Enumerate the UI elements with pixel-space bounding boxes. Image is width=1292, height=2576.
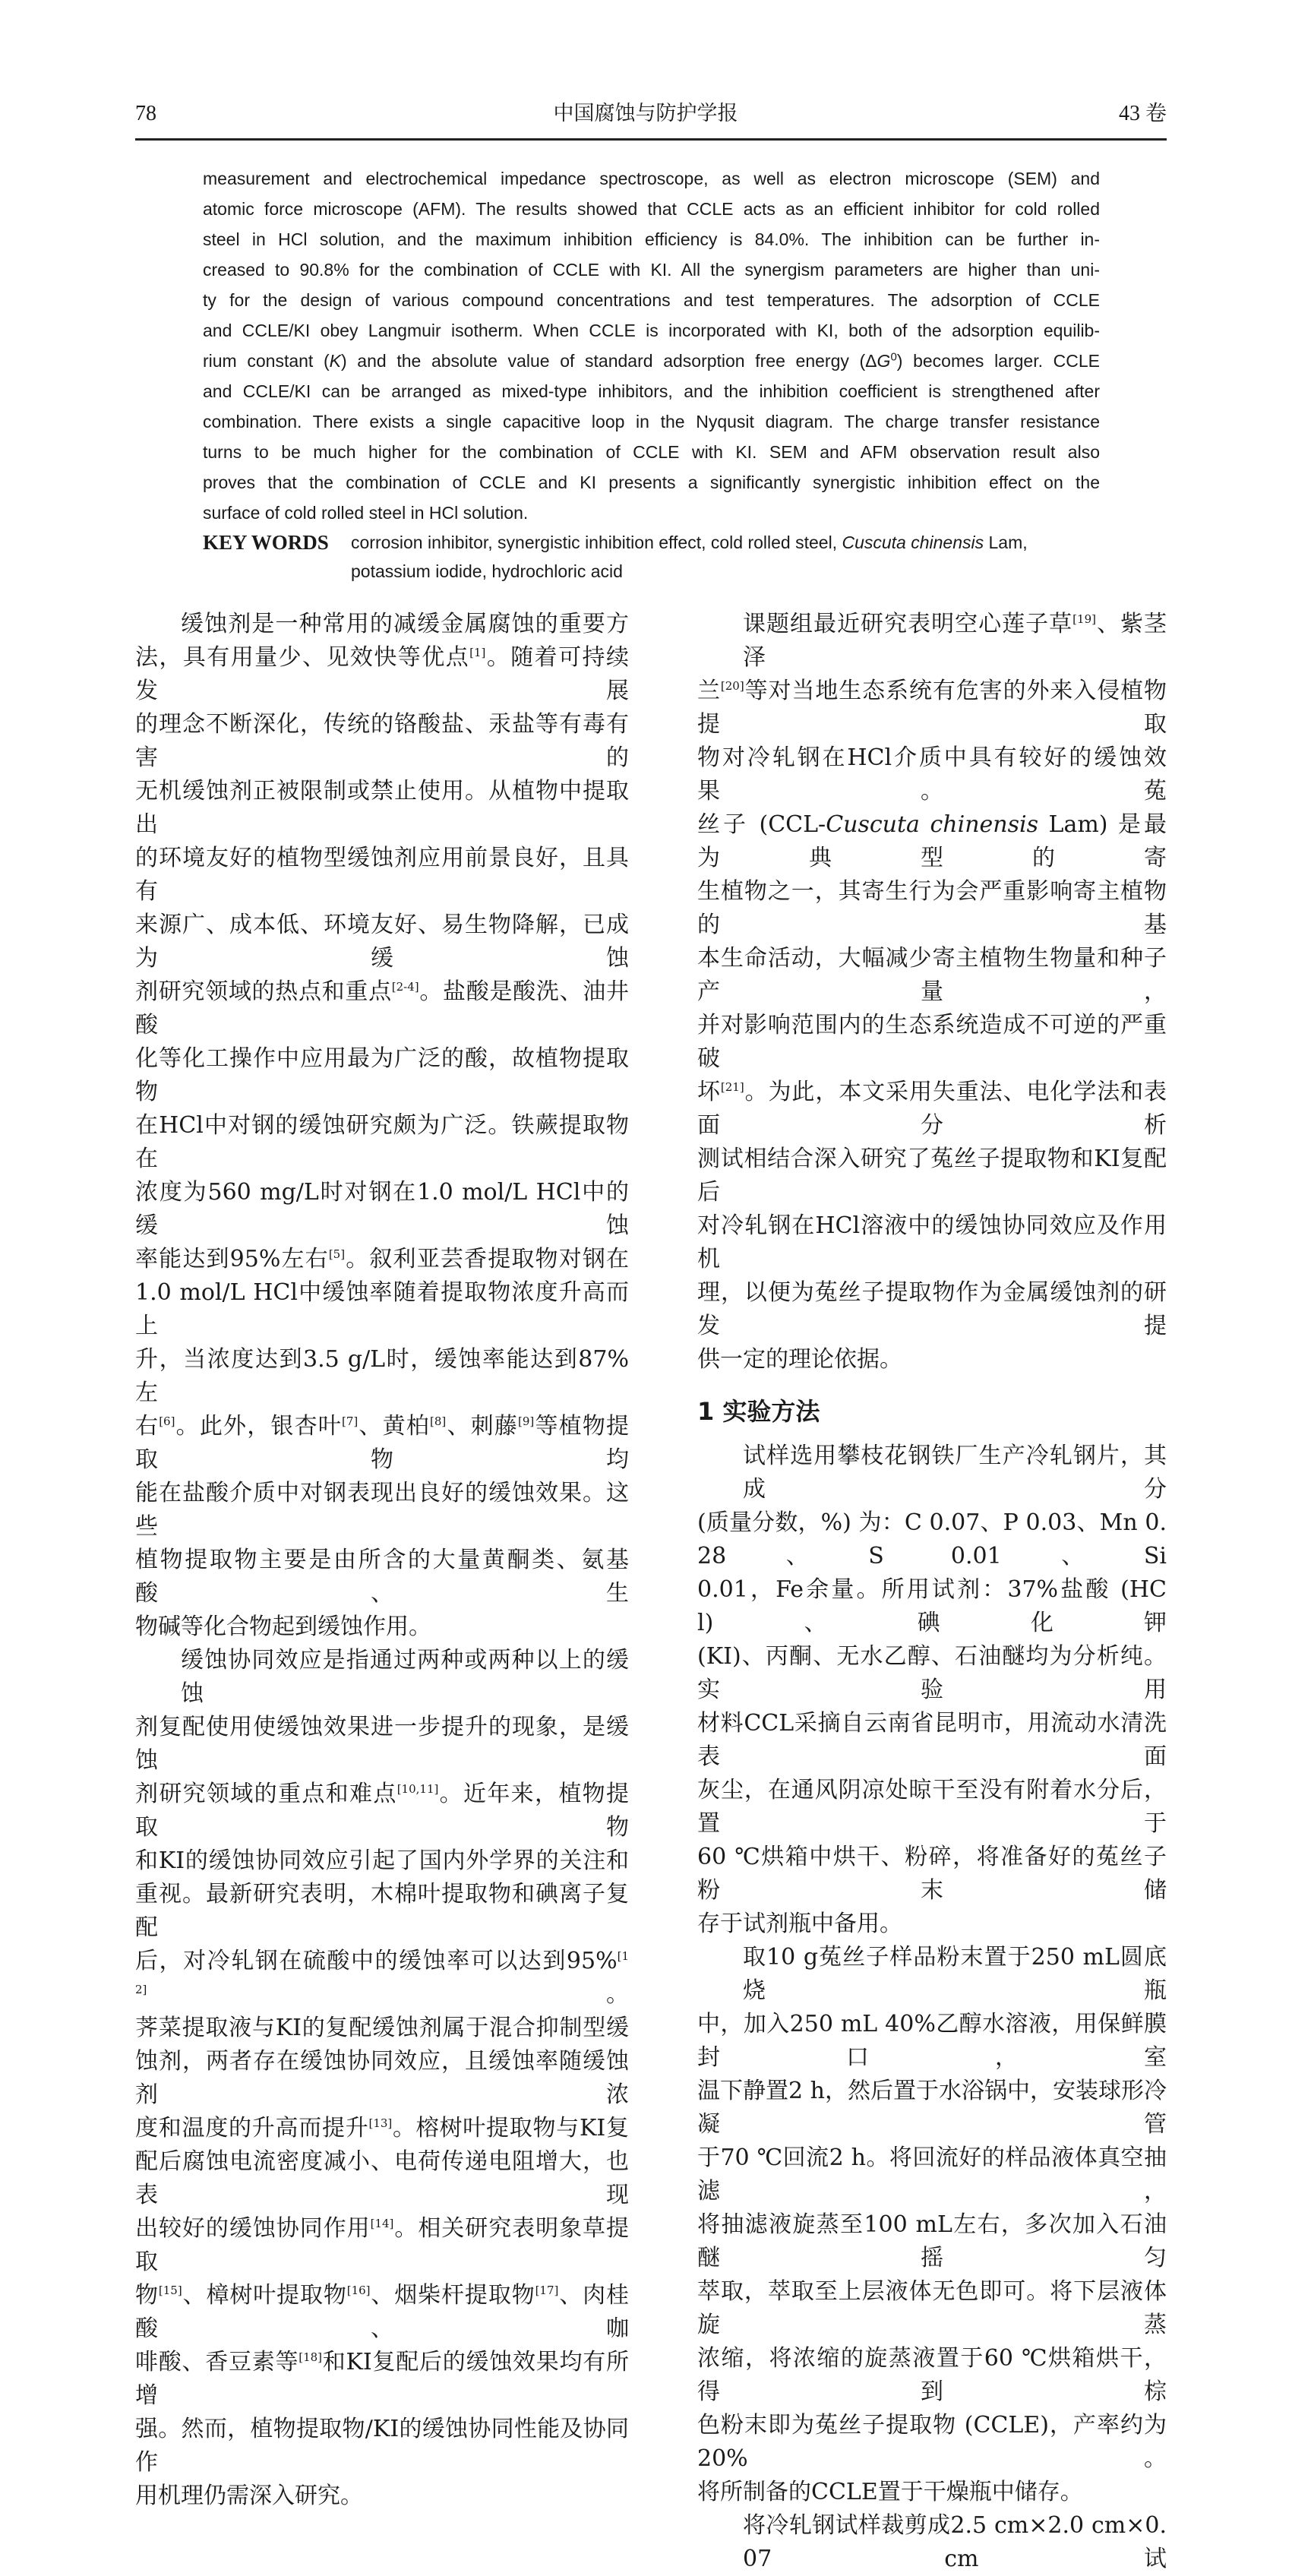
text-run: 。盐酸是酸洗、油井酸	[135, 978, 630, 1038]
text-run: 中，加入250 mL 40%乙醇水溶液，用保鲜膜封口，室	[697, 2011, 1167, 2071]
citation: [14]	[370, 2217, 394, 2230]
text-run: Lam) 是最为典型的寄	[697, 811, 1167, 871]
text-run: 、樟树叶提取物	[182, 2282, 347, 2309]
text-run: 课题组最近研究表明空心莲子草	[743, 611, 1073, 637]
citation: [12]	[135, 1949, 629, 1996]
text-line	[135, 2045, 629, 2112]
text-run: 1.0 mol/L HCl中缓蚀率随着提取物浓度升高而上	[135, 1279, 629, 1339]
text-line	[135, 1042, 629, 1109]
text-line	[697, 1707, 1167, 1774]
text-run: 物	[135, 2282, 159, 2309]
text-line	[135, 1176, 629, 1243]
text-line	[697, 2008, 1167, 2075]
text-run: surface of cold rolled steel in HCl solution.	[203, 503, 529, 523]
text-run: (质量分数，%) 为：C 0.07、P 0.03、Mn 0.28、S 0.01、Si	[697, 1509, 1167, 1569]
text-line	[697, 1506, 1167, 1573]
text-line	[697, 2141, 1167, 2208]
text-line	[135, 775, 629, 842]
text-line	[135, 2012, 629, 2045]
text-run: 0.01，Fe余量。所用试剂：37%盐酸 (HCl)、碘化钾	[697, 1576, 1167, 1636]
text-run: steel in HCl solution, and the maximum inhibition efficiency is 84.0%. The inhibition can be further in-	[203, 229, 1100, 249]
left-column	[135, 608, 629, 2513]
text-line	[135, 1477, 629, 1544]
text-run: 、烟柴杆提取物	[370, 2282, 535, 2309]
italic-term: Cuscuta chinensis	[826, 811, 1038, 838]
text-run: 、肉桂酸、咖	[135, 2282, 630, 2342]
text-run: 物对冷轧钢在HCl介质中具有较好的缓蚀效果。菟	[697, 744, 1167, 804]
text-run: measurement and electrochemical impedance spectroscope, as well as electron microscope (SEM) and	[203, 169, 1100, 188]
text-run: 啡酸、香豆素等	[135, 2349, 299, 2375]
citation: [1]	[469, 646, 486, 659]
intro-paragraph	[697, 608, 1167, 1377]
keywords-line	[351, 528, 1095, 557]
text-run: 本生命活动，大幅减少寄主植物生物量和种子产量，	[697, 945, 1167, 1005]
keywords-text	[351, 528, 1095, 586]
text-run: 出较好的缓蚀协同作用	[135, 2215, 371, 2242]
abstract	[203, 163, 1100, 528]
text-run: 。近年来，植物提取物	[135, 1781, 630, 1841]
text-run: 生植物之一，其寄生行为会严重影响寄主植物的基	[697, 878, 1167, 938]
citation: [5]	[328, 1247, 346, 1261]
text-line	[135, 1243, 629, 1276]
text-run: 在HCl中对钢的缓蚀研究颇为广泛。铁蕨提取物在	[135, 1112, 629, 1172]
text-run: 测试相结合深入研究了菟丝子提取物和KI复配后	[697, 1146, 1167, 1206]
italic-term: Cuscuta chinensis	[842, 533, 984, 552]
paragraph	[697, 1440, 1167, 1941]
citation: [13]	[368, 2116, 393, 2130]
text-line	[203, 498, 1100, 528]
text-run: 化等化工操作中应用最为广泛的酸，故植物提取物	[135, 1045, 629, 1105]
text-line	[135, 1778, 629, 1844]
text-line	[135, 2413, 629, 2480]
citation: [7]	[341, 1414, 359, 1428]
text-line	[697, 1941, 1167, 2008]
text-line	[203, 285, 1100, 315]
text-line	[135, 1109, 629, 1176]
text-run: 等对当地生态系统有危害的外来入侵植物提取	[697, 678, 1167, 738]
paragraph	[697, 608, 1167, 1377]
text-line	[203, 254, 1100, 285]
text-run: 坏	[697, 1079, 721, 1105]
text-run: (KI)、丙酮、无水乙醇、石油醚均为分析纯。实验用	[697, 1643, 1167, 1703]
text-run: 来源广、成本低、环境友好、易生物降解，已成为缓蚀	[135, 912, 629, 972]
text-run: combination. There exists a single capacitive loop in the Nyqusit diagram. The charge transfer resistance	[203, 412, 1100, 431]
text-line	[135, 1410, 629, 1477]
citation: [2-4]	[391, 980, 419, 994]
text-line	[697, 741, 1167, 808]
text-run: 。相关研究表明象草提取	[135, 2215, 630, 2275]
text-line	[697, 1009, 1167, 1076]
text-line	[697, 2476, 1167, 2509]
text-run: 的理念不断深化，传统的铬酸盐、汞盐等有毒有害的	[135, 711, 629, 771]
citation: [15]	[158, 2284, 182, 2297]
text-run: 右	[135, 1413, 160, 1440]
text-line	[203, 224, 1100, 254]
italic-term: G	[877, 351, 891, 371]
text-line	[697, 2342, 1167, 2409]
text-line	[697, 1841, 1167, 1908]
text-line	[135, 1343, 629, 1410]
text-run: 理，以便为菟丝子提取物作为金属缓蚀剂的研发提	[697, 1279, 1167, 1339]
text-line	[135, 2145, 629, 2212]
text-line	[697, 608, 1167, 675]
text-run: 于70 ℃回流2 h。将回流好的样品液体真空抽滤，	[697, 2145, 1167, 2205]
text-run: 浓度为560 mg/L时对钢在1.0 mol/L HCl中的缓蚀	[135, 1179, 629, 1239]
text-run: 缓蚀协同效应是指通过两种或两种以上的缓蚀	[181, 1647, 629, 1707]
text-line	[135, 1644, 629, 1711]
text-run: 无机缓蚀剂正被限制或禁止使用。从植物中提取出	[135, 778, 629, 838]
text-line	[697, 1343, 1167, 1377]
text-run: 剂研究领域的重点和难点	[135, 1781, 397, 1807]
text-run: 。此外，银杏叶	[175, 1413, 342, 1440]
text-run: 蚀剂，两者存在缓蚀协同效应，且缓蚀率随缓蚀剂浓	[135, 2048, 629, 2108]
text-run: and CCLE/KI obey Langmuir isotherm. When CCLE is incorporated with KI, both of the adsorption equilib-	[203, 321, 1100, 340]
text-line	[697, 1908, 1167, 1941]
text-line	[697, 2275, 1167, 2342]
citation: [17]	[535, 2284, 559, 2297]
text-run: 兰	[697, 678, 721, 704]
text-run: 能在盐酸介质中对钢表现出良好的缓蚀效果。这些	[135, 1480, 629, 1540]
text-run: 。叙利亚芸香提取物对钢在	[345, 1246, 629, 1272]
text-run: 、紫茎泽	[743, 611, 1167, 671]
header-rule	[135, 138, 1167, 141]
text-line	[135, 1844, 629, 1878]
text-line	[135, 1711, 629, 1778]
text-run: atomic force microscope (AFM). The results showed that CCLE acts as an efficient inhibitor for cold rolled	[203, 199, 1100, 219]
text-line	[135, 1544, 629, 1610]
citation: [9]	[518, 1414, 535, 1428]
keywords-line	[351, 557, 1095, 586]
text-run: potassium iodide, hydrochloric acid	[351, 561, 623, 581]
text-line	[697, 2075, 1167, 2141]
citation: [20]	[720, 679, 744, 693]
text-run: 。随着可持续发展	[135, 644, 629, 704]
text-line	[697, 675, 1167, 741]
text-run: 色粉末即为菟丝子提取物 (CCLE)，产率约为20%。	[697, 2412, 1167, 2472]
paragraph	[135, 608, 629, 1644]
citation: [8]	[430, 1414, 447, 1428]
methods-body	[697, 1440, 1167, 2576]
text-line	[135, 708, 629, 775]
text-run: 、刺藤	[446, 1413, 519, 1440]
text-run: 并对影响范围内的生态系统造成不可逆的严重破	[697, 1012, 1167, 1072]
text-line	[697, 2409, 1167, 2476]
text-line	[135, 842, 629, 909]
text-run: 荠菜提取液与KI的复配缓蚀剂属于混合抑制型缓	[135, 2015, 629, 2041]
text-run: 温下静置2 h，然后置于水浴锅中，安装球形冷凝管	[697, 2078, 1167, 2138]
text-run: 、黄柏	[358, 1413, 430, 1440]
page-number: 78	[135, 102, 156, 125]
citation: 0	[890, 350, 897, 364]
text-line	[203, 406, 1100, 437]
citation: [21]	[720, 1080, 744, 1094]
text-line	[203, 163, 1100, 194]
text-line	[697, 1209, 1167, 1276]
text-line	[203, 346, 1100, 376]
text-run: 60 ℃烘箱中烘干、粉碎，将准备好的菟丝子粉末储	[697, 1844, 1167, 1904]
paragraph	[697, 1941, 1167, 2509]
text-run: 对冷轧钢在HCl溶液中的缓蚀协同效应及作用机	[697, 1212, 1167, 1272]
text-line	[697, 875, 1167, 942]
text-run: 剂复配使用使缓蚀效果进一步提升的现象，是缓蚀	[135, 1714, 629, 1774]
text-run: proves that the combination of CCLE and KI presents a significantly synergistic inhibition effect on the	[203, 473, 1100, 492]
text-line	[697, 1774, 1167, 1841]
text-run: corrosion inhibitor, synergistic inhibition effect, cold rolled steel,	[351, 533, 842, 552]
text-run: 灰尘，在通风阴凉处晾干至没有附着水分后，置于	[697, 1777, 1167, 1837]
text-run: 等植物提取物均	[135, 1413, 630, 1473]
text-run: 萃取，萃取至上层液体无色即可。将下层液体旋蒸	[697, 2278, 1167, 2338]
text-run: 材料CCL采摘自云南省昆明市，用流动水清洗表面	[697, 1710, 1167, 1770]
citation: [10,11]	[396, 1782, 439, 1796]
text-line	[135, 975, 629, 1042]
text-run: Lam,	[984, 533, 1028, 552]
text-run: 度和温度的升高而提升	[135, 2115, 369, 2141]
text-line	[697, 1076, 1167, 1143]
text-run: 后，对冷轧钢在硫酸中的缓蚀率可以达到95%	[135, 1948, 618, 1974]
text-run: 试样选用攀枝花钢铁厂生产冷轧钢片，其成分	[743, 1443, 1167, 1503]
text-line	[697, 942, 1167, 1009]
text-run: 植物提取物主要是由所含的大量黄酮类、氨基酸、生	[135, 1547, 629, 1607]
text-line	[697, 1573, 1167, 1640]
text-line	[697, 1143, 1167, 1209]
text-line	[203, 315, 1100, 346]
text-run: 和KI复配后的缓蚀效果均有所增	[135, 2349, 630, 2409]
text-line	[697, 808, 1167, 875]
text-run: rium constant (	[203, 351, 330, 371]
text-run: creased to 90.8% for the combination of CCLE with KI. All the synergism parameters are higher than uni-	[203, 260, 1100, 280]
citation: [6]	[159, 1414, 175, 1428]
text-run: 浓缩，将浓缩的旋蒸液置于60 ℃烘箱烘干，得到棕	[697, 2345, 1167, 2405]
text-line	[135, 1878, 629, 1945]
right-column	[697, 608, 1167, 2576]
paragraph	[135, 1644, 629, 2513]
text-line	[203, 194, 1100, 224]
text-run: ) becomes larger. CCLE	[896, 351, 1100, 371]
text-run: turns to be much higher for the combination of CCLE with KI. SEM and AFM observation result also	[203, 442, 1100, 462]
text-run: 强。然而，植物提取物/KI的缓蚀协同性能及协同作	[135, 2416, 629, 2476]
text-run: 配后腐蚀电流密度减小、电荷传递电阻增大，也表现	[135, 2148, 629, 2208]
text-line	[135, 2279, 629, 2346]
text-run: 将抽滤液旋蒸至100 mL左右，多次加入石油醚摇匀	[697, 2211, 1167, 2271]
text-line	[697, 1276, 1167, 1343]
text-line	[697, 1640, 1167, 1707]
text-run: 法，具有用量少、见效快等优点	[135, 644, 470, 671]
paragraph	[697, 2509, 1167, 2576]
citation: [18]	[299, 2350, 323, 2364]
keywords-label: KEY WORDS	[203, 531, 329, 554]
text-line	[203, 376, 1100, 406]
text-line	[135, 1276, 629, 1343]
text-run: 的环境友好的植物型缓蚀剂应用前景良好，且具有	[135, 845, 629, 905]
text-run: 重视。最新研究表明，木棉叶提取物和碘离子复配	[135, 1881, 629, 1941]
text-line	[135, 2212, 629, 2279]
text-line	[135, 641, 629, 708]
text-run: 率能达到95%左右	[135, 1246, 329, 1272]
text-run: 剂研究领域的热点和重点	[135, 978, 392, 1005]
text-line	[135, 2480, 629, 2513]
text-line	[135, 1945, 629, 2012]
text-line	[203, 437, 1100, 467]
text-run: 供一定的理论依据。	[697, 1346, 902, 1373]
text-run: 和KI的缓蚀协同效应引起了国内外学界的关注和	[135, 1847, 629, 1874]
text-line	[135, 608, 629, 641]
text-run: ty for the design of various compound concentrations and test temperatures. The adsorption of CCLE	[203, 290, 1100, 310]
text-line	[697, 2509, 1167, 2576]
volume-label: 43 卷	[1118, 102, 1167, 125]
text-run: 存于试剂瓶中备用。	[697, 1911, 902, 1937]
text-line	[135, 1610, 629, 1644]
text-run: 升，当浓度达到3.5 g/L时，缓蚀率能达到87%左	[135, 1346, 629, 1406]
text-run: 缓蚀剂是一种常用的减缓金属腐蚀的重要方	[181, 611, 629, 637]
text-run: 将冷轧钢试样裁剪成2.5 cm×2.0 cm×0.07 cm试	[743, 2512, 1167, 2572]
citation: [16]	[346, 2284, 371, 2297]
text-line	[135, 2112, 629, 2145]
text-line	[135, 909, 629, 975]
text-line	[135, 2346, 629, 2413]
text-run: 用机理仍需深入研究。	[135, 2483, 363, 2509]
citation: [19]	[1072, 612, 1096, 626]
text-run: 物碱等化合物起到缓蚀作用。	[135, 1614, 431, 1640]
text-run: 将所制备的CCLE置于干燥瓶中储存。	[697, 2479, 1083, 2505]
text-run: ) and the absolute value of standard adsorption free energy (Δ	[340, 351, 877, 371]
journal-title: 中国腐蚀与防护学报	[553, 102, 738, 125]
text-run: and CCLE/KI can be arranged as mixed-type inhibitors, and the inhibition coefficient is strengthened after	[203, 381, 1100, 401]
text-line	[697, 2208, 1167, 2275]
text-run: 。	[147, 1981, 629, 2008]
section-heading: 1 实验方法	[697, 1397, 820, 1426]
italic-term: K	[329, 351, 341, 371]
text-run: 。榕树叶提取物与KI复	[392, 2115, 629, 2141]
text-line	[697, 1440, 1167, 1506]
text-run: 。为此，本文采用失重法、电化学法和表面分析	[697, 1079, 1167, 1139]
text-line	[203, 467, 1100, 498]
text-run: 丝子 (CCL-	[697, 811, 826, 838]
text-run: 取10 g菟丝子样品粉末置于250 mL圆底烧瓶	[743, 1944, 1167, 2004]
